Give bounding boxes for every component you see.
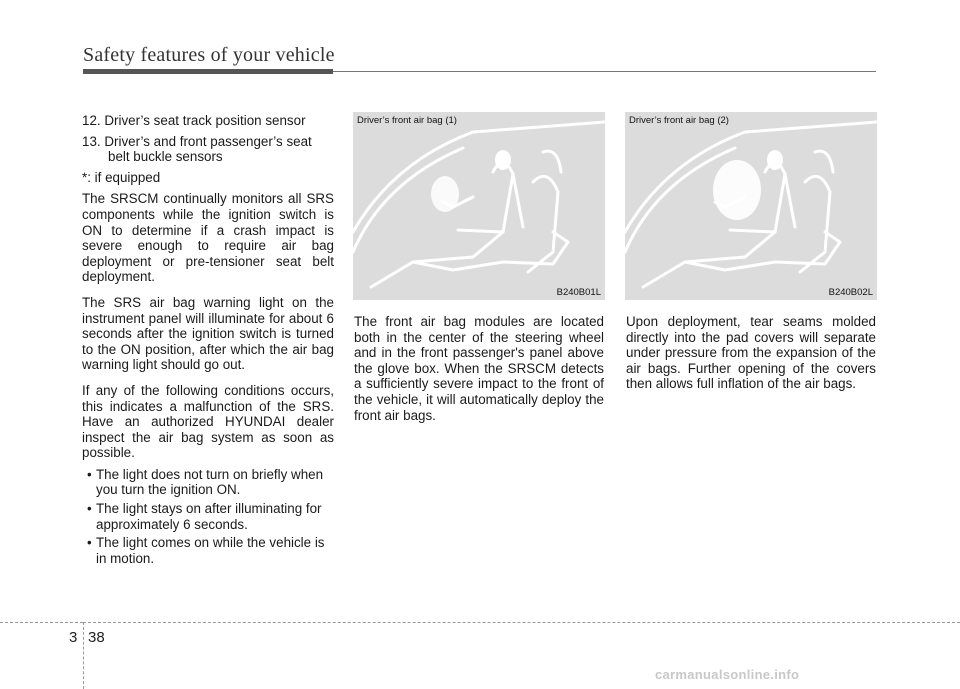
airbag-illustration-1: [353, 112, 605, 300]
footer-divider: [83, 622, 84, 689]
watermark: carmanualsonline.info: [655, 667, 800, 682]
figure-caption: Driver’s front air bag (1): [357, 115, 457, 126]
paragraph-srscm-monitoring: The SRSCM continually monitors all SRS components while the ignition switch is ON to determine if a crash impact is severe enough to require air bag deployment or pre-tensioner seat belt deployment.: [82, 191, 334, 285]
footer-rule: [83, 622, 960, 623]
equipped-note: *: if equipped: [82, 169, 161, 185]
paragraph-front-airbag-modules: The front air bag modules are located both in the center of the steering wheel and in the front passenger's panel above the glove box. When the SRSCM detects a sufficiently severe impact to the front of the vehicle, it will automatically deploy the front air bags.: [354, 314, 604, 423]
header-rule: [333, 71, 876, 72]
bullet-icon: •: [87, 535, 92, 551]
left-column: [82, 113, 334, 569]
list-item: • The light comes on while the vehicle is in motion.: [87, 535, 325, 566]
header-accent-bar: [83, 69, 333, 74]
airbag-illustration-2: [625, 112, 877, 300]
figure-code: B240B02L: [828, 287, 873, 298]
paragraph-warning-light: The SRS air bag warning light on the instrument panel will illuminate for about 6 seconds after the ignition switch is turned to the ON position, after which the air bag warning light should go out.: [82, 294, 334, 373]
figure-caption: Driver’s front air bag (2): [629, 115, 729, 126]
list-item-13: 13. Driver’s and front passenger’s seat belt buckle sensors: [82, 133, 312, 165]
figure-airbag-1: [353, 112, 605, 300]
page-header-title: Safety features of your vehicle: [83, 44, 335, 66]
right-column: [626, 314, 876, 402]
paragraph-malfunction: If any of the following conditions occurs, this indicates a malfunction of the SRS. Have an authorized HYUNDAI dealer inspect the air bag system as soon as possible.: [82, 382, 334, 461]
paragraph-deployment: Upon deployment, tear seams molded directly into the pad covers will separate under pressure from the expansion of the air bags. Further opening of the covers then allows full inflation of the air bags.: [626, 314, 876, 392]
figure-code: B240B01L: [556, 287, 601, 298]
page-number: 38: [88, 629, 105, 646]
bullet-icon: •: [87, 501, 92, 517]
middle-column: [354, 314, 604, 433]
list-item: • The light does not turn on briefly when you turn the ignition ON.: [87, 466, 324, 498]
footer-rule-left: [0, 622, 83, 624]
figure-airbag-2: [625, 112, 877, 300]
bullet-icon: •: [87, 466, 92, 482]
chapter-number: 3: [69, 629, 78, 646]
list-item-12: 12. Driver’s seat track position sensor: [82, 113, 306, 128]
list-item: • The light stays on after illuminating for approximately 6 seconds.: [87, 501, 322, 532]
